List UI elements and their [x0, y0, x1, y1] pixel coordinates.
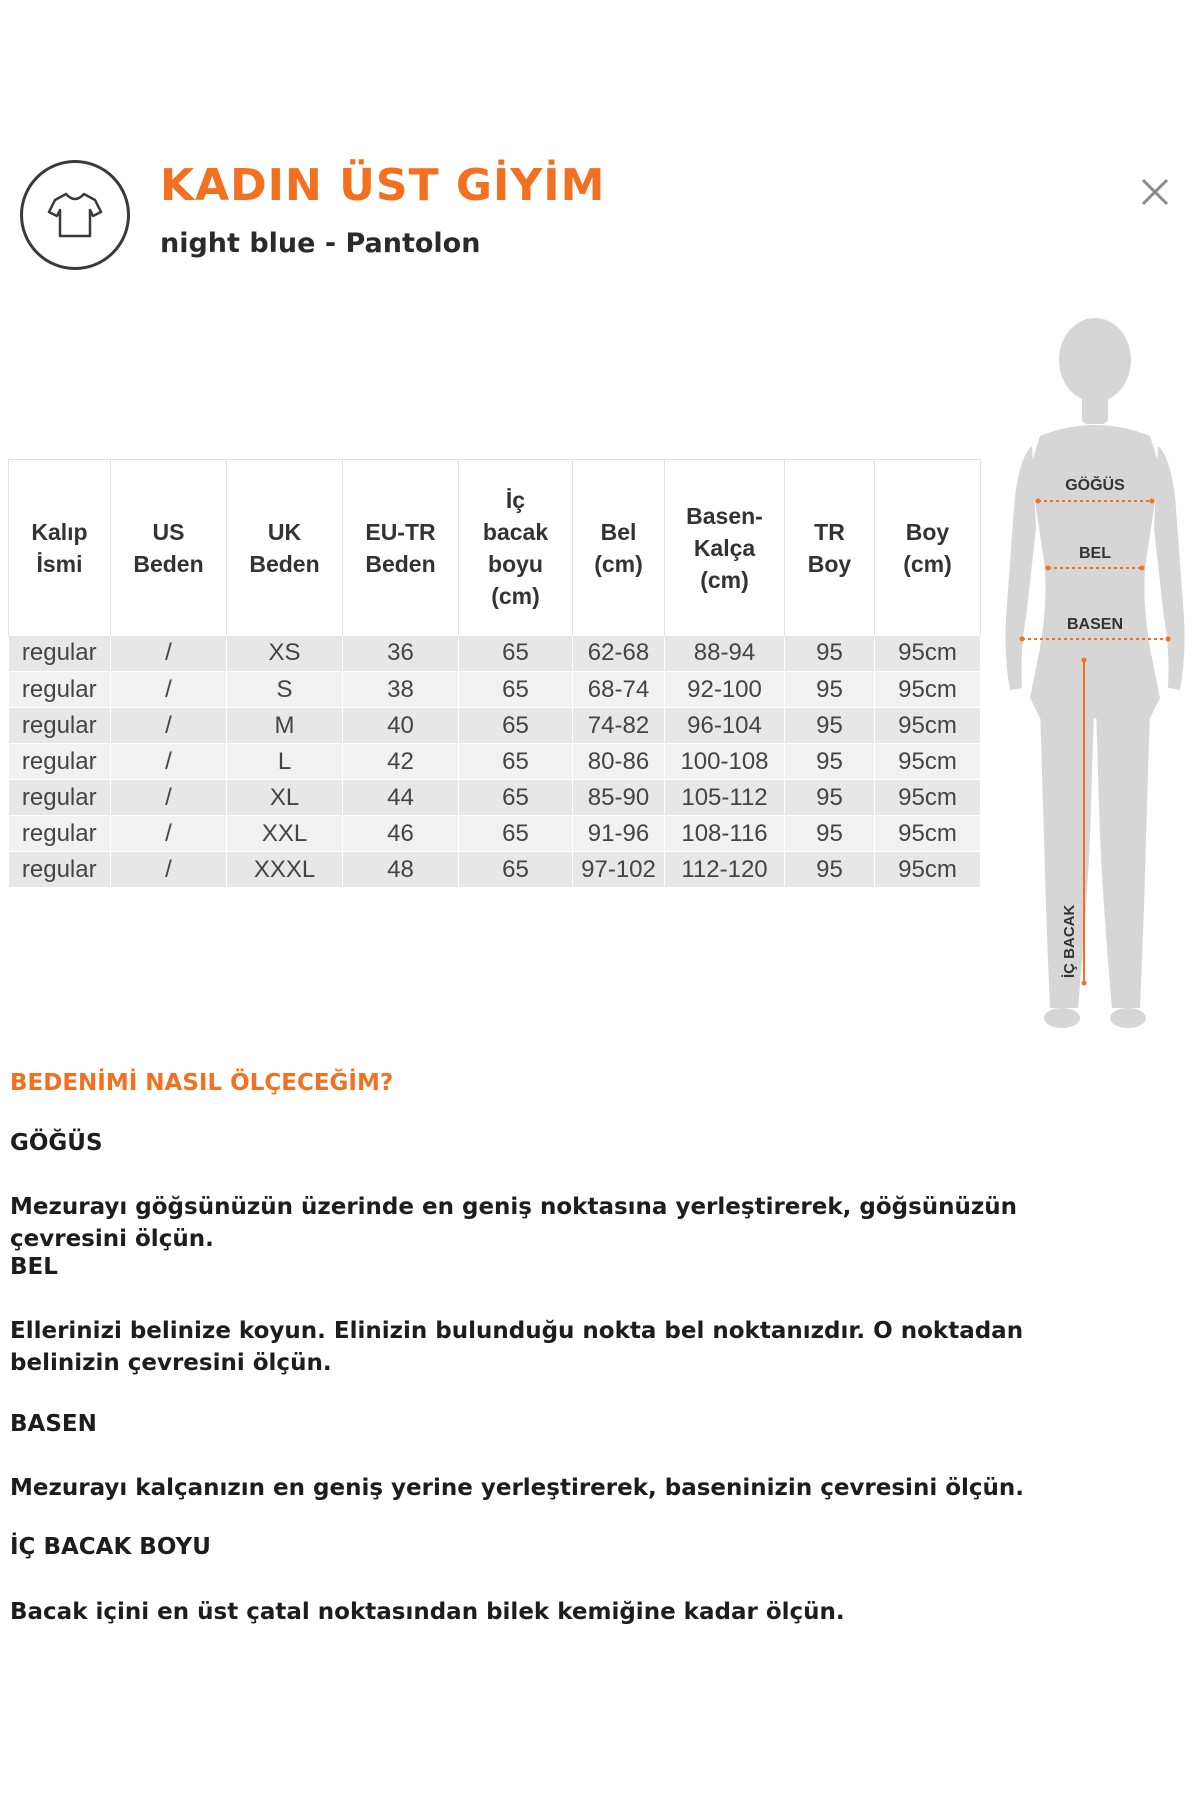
table-cell: 42 — [343, 744, 459, 780]
table-cell: XXL — [227, 816, 343, 852]
table-cell: 95cm — [875, 672, 981, 708]
table-cell: 85-90 — [573, 780, 665, 816]
header-tr-boy: TR Boy — [785, 460, 875, 636]
measure-guide-heading: BEDENİMİ NASIL ÖLÇECEĞİM? — [10, 1070, 394, 1096]
header-boy: Boy (cm) — [875, 460, 981, 636]
table-cell: 100-108 — [665, 744, 785, 780]
table-cell: 95 — [785, 780, 875, 816]
section-label-bel: BEL — [10, 1254, 58, 1280]
table-cell: XL — [227, 780, 343, 816]
header-basen-kalca: Basen- Kalça (cm) — [665, 460, 785, 636]
table-cell: 65 — [459, 780, 573, 816]
table-row — [9, 708, 981, 744]
header-kalip-ismi: Kalıp İsmi — [9, 460, 111, 636]
table-cell: 95cm — [875, 852, 981, 888]
table-cell: 108-116 — [665, 816, 785, 852]
table-cell: / — [111, 672, 227, 708]
table-cell: regular — [9, 636, 111, 672]
section-text-ic-bacak-boyu: Bacak içini en üst çatal noktasından bilek kemiğine kadar ölçün. — [10, 1599, 845, 1625]
tshirt-icon — [47, 190, 103, 240]
table-cell: / — [111, 636, 227, 672]
table-header-row — [9, 460, 981, 636]
table-cell: 80-86 — [573, 744, 665, 780]
header-us-beden: US Beden — [111, 460, 227, 636]
close-icon — [1135, 172, 1175, 212]
table-cell: 44 — [343, 780, 459, 816]
female-silhouette — [1000, 318, 1190, 1038]
table-cell: 65 — [459, 672, 573, 708]
table-cell: 91-96 — [573, 816, 665, 852]
table-cell: 97-102 — [573, 852, 665, 888]
table-cell: L — [227, 744, 343, 780]
table-row — [9, 636, 981, 672]
table-cell: 95 — [785, 636, 875, 672]
section-label-basen: BASEN — [10, 1411, 97, 1437]
table-cell: 96-104 — [665, 708, 785, 744]
table-cell: regular — [9, 672, 111, 708]
table-cell: 48 — [343, 852, 459, 888]
table-row — [9, 744, 981, 780]
table-cell: XXXL — [227, 852, 343, 888]
label-bel: BEL — [1079, 545, 1111, 562]
table-cell: 95 — [785, 816, 875, 852]
table-cell: 65 — [459, 852, 573, 888]
product-subtitle: night blue - Pantolon — [160, 228, 481, 259]
table-cell: regular — [9, 780, 111, 816]
table-cell: 95 — [785, 708, 875, 744]
table-cell: 65 — [459, 744, 573, 780]
page-title: KADIN ÜST GİYİM — [160, 160, 606, 211]
table-cell: 95cm — [875, 708, 981, 744]
header-bel: Bel (cm) — [573, 460, 665, 636]
label-gogus: GÖĞÜS — [1065, 477, 1125, 494]
table-cell: 92-100 — [665, 672, 785, 708]
tshirt-icon-circle — [20, 160, 130, 270]
header-eu-tr-beden: EU-TR Beden — [343, 460, 459, 636]
table-cell: 95cm — [875, 816, 981, 852]
table-cell: 95cm — [875, 780, 981, 816]
table-row — [9, 816, 981, 852]
table-cell: 95cm — [875, 744, 981, 780]
label-basen: BASEN — [1066, 616, 1124, 633]
table-cell: regular — [9, 816, 111, 852]
table-cell: 40 — [343, 708, 459, 744]
table-cell: / — [111, 744, 227, 780]
table-cell: 74-82 — [573, 708, 665, 744]
table-cell: regular — [9, 852, 111, 888]
table-cell: 95 — [785, 672, 875, 708]
header-ic-bacak-boyu: İç bacak boyu (cm) — [459, 460, 573, 636]
table-cell: 95cm — [875, 636, 981, 672]
table-cell: 68-74 — [573, 672, 665, 708]
size-table — [8, 459, 981, 888]
table-cell: 46 — [343, 816, 459, 852]
label-ic-bacak: İÇ BACAK — [1061, 904, 1078, 978]
table-cell: / — [111, 852, 227, 888]
section-text-gogus: Mezurayı göğsünüzün üzerinde en geniş noktasına yerleştirerek, göğsünüzün çevresini ölçün. — [10, 1194, 1018, 1252]
table-cell: 105-112 — [665, 780, 785, 816]
header-uk-beden: UK Beden — [227, 460, 343, 636]
table-cell: 65 — [459, 816, 573, 852]
table-row — [9, 852, 981, 888]
close-button[interactable] — [1135, 172, 1175, 212]
table-cell: / — [111, 708, 227, 744]
table-cell: regular — [9, 708, 111, 744]
table-cell: / — [111, 780, 227, 816]
table-cell: M — [227, 708, 343, 744]
table-cell: 112-120 — [665, 852, 785, 888]
table-cell: XS — [227, 636, 343, 672]
table-cell: 95 — [785, 744, 875, 780]
table-row — [9, 780, 981, 816]
section-label-ic-bacak-boyu: İÇ BACAK BOYU — [10, 1534, 211, 1560]
table-cell: 65 — [459, 636, 573, 672]
table-cell: 38 — [343, 672, 459, 708]
section-text-bel: Ellerinizi belinize koyun. Elinizin bulunduğu nokta bel noktanızdır. O noktadan belinizin çevresini ölçün. — [10, 1318, 1024, 1376]
table-cell: 62-68 — [573, 636, 665, 672]
table-cell: 65 — [459, 708, 573, 744]
table-cell: / — [111, 816, 227, 852]
table-row — [9, 672, 981, 708]
table-cell: 88-94 — [665, 636, 785, 672]
table-cell: 36 — [343, 636, 459, 672]
table-cell: 95 — [785, 852, 875, 888]
table-cell: regular — [9, 744, 111, 780]
table-cell: S — [227, 672, 343, 708]
section-text-basen: Mezurayı kalçanızın en geniş yerine yerleştirerek, baseninizin çevresini ölçün. — [10, 1475, 1025, 1501]
body-measurement-figure — [1000, 318, 1190, 1038]
section-label-gogus: GÖĞÜS — [10, 1130, 103, 1156]
